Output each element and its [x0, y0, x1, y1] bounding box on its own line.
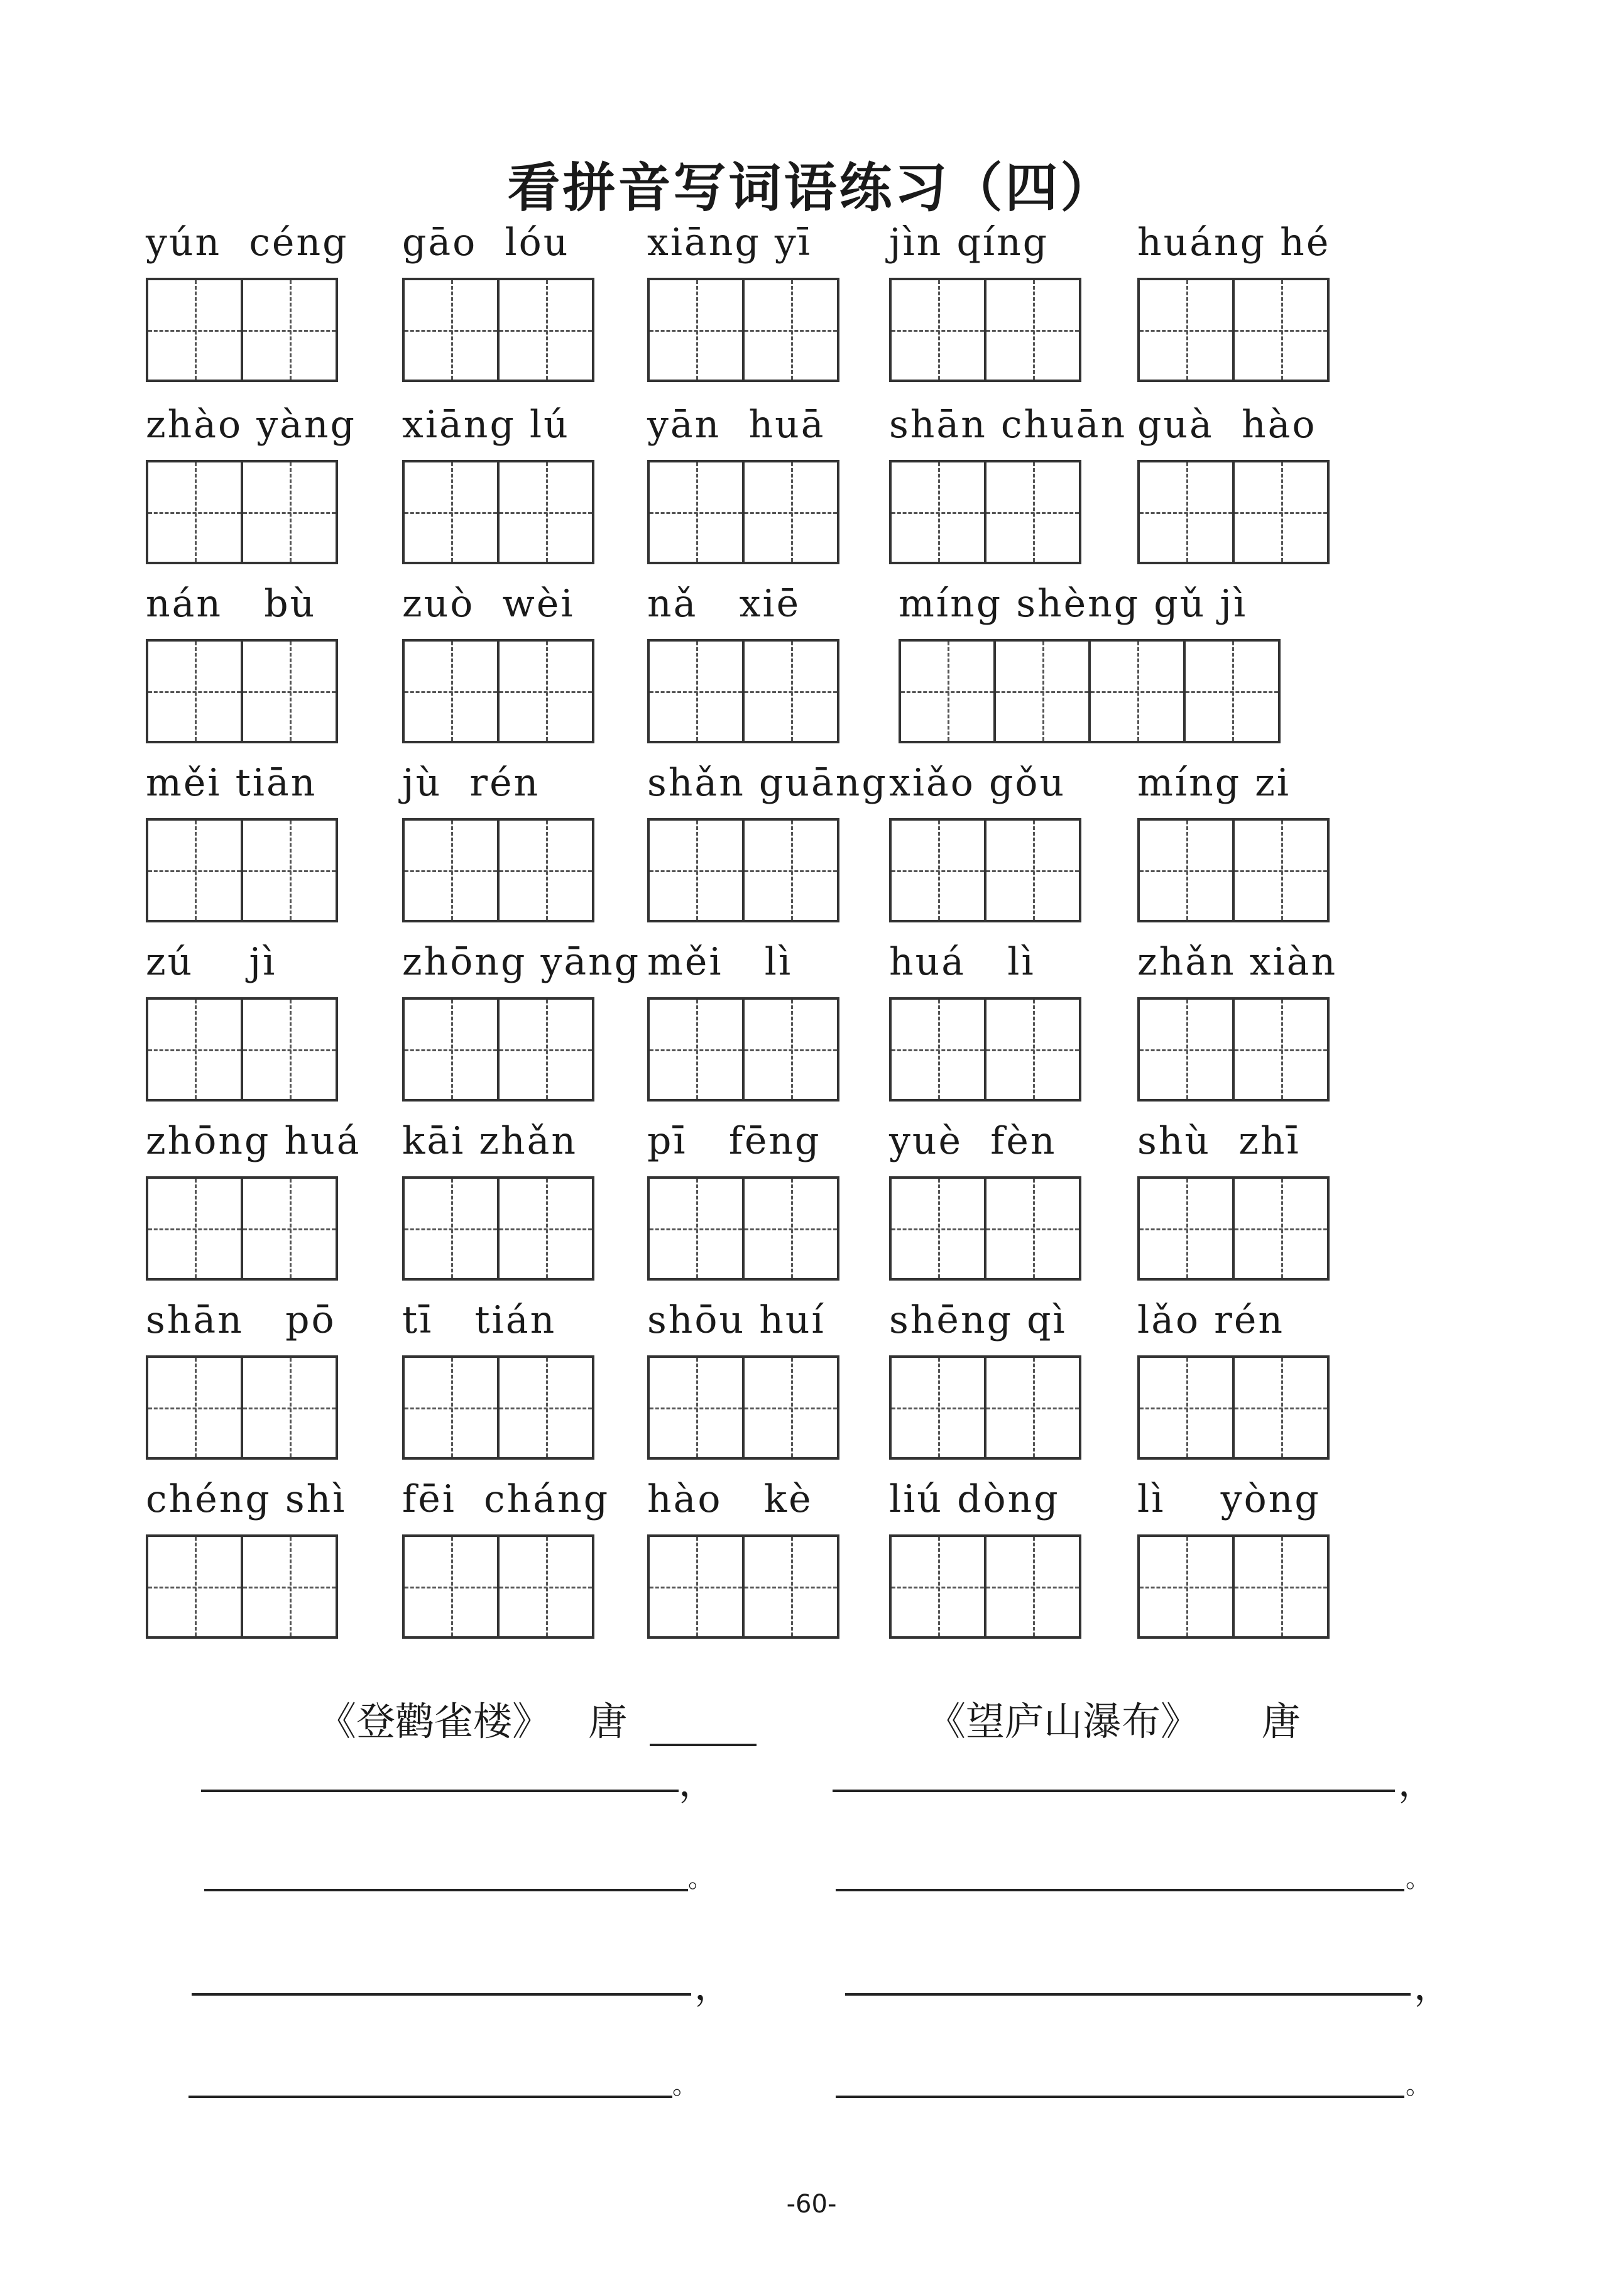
tianzige-boxes: [402, 1355, 592, 1460]
tianzige-cell[interactable]: [889, 1176, 986, 1281]
tianzige-boxes: [146, 997, 336, 1102]
poem-left-author-blank[interactable]: [650, 1712, 757, 1746]
tianzige-boxes: [889, 460, 1079, 564]
tianzige-cell[interactable]: [146, 818, 243, 922]
tianzige-cell[interactable]: [1232, 818, 1330, 922]
tianzige-cell[interactable]: [402, 1176, 500, 1281]
tianzige-cell[interactable]: [241, 1534, 338, 1639]
tianzige-cell[interactable]: [402, 460, 500, 564]
poem-left-line-3[interactable]: [192, 1993, 691, 1996]
poem-right-line-1[interactable]: [833, 1790, 1395, 1792]
pinyin-label: míng zi: [1137, 761, 1291, 805]
page-number: -60-: [786, 2190, 837, 2219]
page-title: 看拼音写词语练习（四）: [507, 156, 1116, 219]
pinyin-label: zhōng yāng: [402, 940, 641, 984]
tianzige-boxes: [647, 818, 837, 922]
tianzige-cell[interactable]: [497, 1176, 594, 1281]
tianzige-cell[interactable]: [647, 1355, 745, 1460]
tianzige-cell[interactable]: [647, 997, 745, 1102]
tianzige-cell[interactable]: [1137, 1355, 1235, 1460]
poem-right-comma-1: ，: [1398, 1761, 1436, 1805]
poem-right-line-4[interactable]: [836, 2096, 1404, 2098]
poem-right-line-2[interactable]: [836, 1889, 1404, 1891]
tianzige-cell[interactable]: [1137, 278, 1235, 382]
tianzige-boxes: [146, 639, 336, 743]
pinyin-label: gāo lóu: [402, 221, 570, 265]
tianzige-cell[interactable]: [1137, 997, 1235, 1102]
pinyin-label: huáng hé: [1137, 221, 1331, 265]
tianzige-cell[interactable]: [497, 1534, 594, 1639]
tianzige-cell[interactable]: [742, 1355, 839, 1460]
pinyin-label: zú jì: [146, 940, 277, 984]
tianzige-cell[interactable]: [984, 278, 1081, 382]
tianzige-cell[interactable]: [1232, 1176, 1330, 1281]
tianzige-boxes: [402, 1176, 592, 1281]
tianzige-boxes: [647, 1534, 837, 1639]
tianzige-cell[interactable]: [647, 1176, 745, 1281]
tianzige-boxes: [146, 818, 336, 922]
tianzige-boxes: [1137, 1176, 1327, 1281]
poem-right-title: 《望庐山瀑布》: [927, 1698, 1200, 1744]
tianzige-boxes: [402, 1534, 592, 1639]
tianzige-boxes: [647, 460, 837, 564]
tianzige-cell[interactable]: [647, 1534, 745, 1639]
pinyin-label: měi tiān: [146, 761, 317, 805]
tianzige-boxes: [402, 278, 592, 382]
tianzige-boxes: [899, 639, 1278, 743]
tianzige-boxes: [889, 1355, 1079, 1460]
pinyin-label: fēi cháng: [402, 1477, 610, 1521]
tianzige-boxes: [647, 1176, 837, 1281]
tianzige-cell[interactable]: [497, 278, 594, 382]
tianzige-boxes: [1137, 818, 1327, 922]
pinyin-label: yún céng: [146, 221, 349, 265]
tianzige-cell[interactable]: [1232, 1534, 1330, 1639]
tianzige-cell[interactable]: [402, 1534, 500, 1639]
tianzige-cell[interactable]: [742, 818, 839, 922]
poem-right-line-3[interactable]: [845, 1993, 1411, 1996]
tianzige-cell[interactable]: [1232, 278, 1330, 382]
pinyin-label: shān chuān: [889, 403, 1127, 447]
tianzige-cell[interactable]: [146, 278, 243, 382]
tianzige-cell[interactable]: [647, 278, 745, 382]
tianzige-cell[interactable]: [889, 460, 986, 564]
tianzige-boxes: [1137, 1534, 1327, 1639]
tianzige-cell[interactable]: [241, 818, 338, 922]
tianzige-boxes: [1137, 278, 1327, 382]
tianzige-boxes: [1137, 460, 1327, 564]
pinyin-label: hào kè: [647, 1477, 813, 1521]
tianzige-cell[interactable]: [241, 997, 338, 1102]
pinyin-label: xiāng lú: [402, 403, 570, 447]
tianzige-cell[interactable]: [402, 639, 500, 743]
tianzige-cell[interactable]: [402, 278, 500, 382]
tianzige-cell[interactable]: [984, 1534, 1081, 1639]
tianzige-cell[interactable]: [984, 818, 1081, 922]
poem-left-title: 《登鹳雀楼》: [317, 1698, 552, 1744]
tianzige-cell[interactable]: [241, 1355, 338, 1460]
poem-left-comma-3: ，: [694, 1965, 732, 2009]
pinyin-label: tī tián: [402, 1298, 557, 1342]
tianzige-cell[interactable]: [742, 1534, 839, 1639]
pinyin-label: nán bù: [146, 582, 317, 626]
tianzige-cell[interactable]: [146, 460, 243, 564]
tianzige-cell[interactable]: [899, 639, 996, 743]
tianzige-cell[interactable]: [1183, 639, 1281, 743]
tianzige-boxes: [402, 639, 592, 743]
tianzige-boxes: [146, 1176, 336, 1281]
tianzige-cell[interactable]: [497, 997, 594, 1102]
tianzige-cell[interactable]: [497, 1355, 594, 1460]
poem-left-dynasty: 唐: [588, 1698, 628, 1744]
tianzige-cell[interactable]: [1232, 997, 1330, 1102]
tianzige-boxes: [647, 278, 837, 382]
poem-left-line-2[interactable]: [204, 1889, 688, 1891]
tianzige-boxes: [647, 639, 837, 743]
tianzige-cell[interactable]: [984, 1355, 1081, 1460]
tianzige-boxes: [146, 460, 336, 564]
tianzige-boxes: [647, 1355, 837, 1460]
tianzige-cell[interactable]: [742, 1176, 839, 1281]
tianzige-cell[interactable]: [984, 1176, 1081, 1281]
pinyin-label: míng shèng gǔ jì: [899, 582, 1248, 626]
tianzige-cell[interactable]: [146, 639, 243, 743]
poem-left-line-4[interactable]: [189, 2096, 672, 2098]
tianzige-boxes: [889, 1534, 1079, 1639]
tianzige-cell[interactable]: [497, 460, 594, 564]
tianzige-cell[interactable]: [402, 1355, 500, 1460]
tianzige-cell[interactable]: [402, 818, 500, 922]
tianzige-cell[interactable]: [1088, 639, 1186, 743]
tianzige-cell[interactable]: [647, 818, 745, 922]
poem-right-dynasty: 唐: [1261, 1698, 1301, 1744]
pinyin-label: zhǎn xiàn: [1137, 940, 1338, 984]
pinyin-label: jìn qíng: [889, 221, 1049, 265]
tianzige-cell[interactable]: [402, 997, 500, 1102]
poem-right-period-4: 。: [1406, 2071, 1431, 2100]
tianzige-cell[interactable]: [241, 460, 338, 564]
tianzige-boxes: [146, 1534, 336, 1639]
tianzige-cell[interactable]: [984, 997, 1081, 1102]
pinyin-label: guà hào: [1137, 403, 1317, 447]
poem-left-header: [317, 1690, 757, 1746]
tianzige-boxes: [1137, 997, 1327, 1102]
tianzige-cell[interactable]: [146, 1355, 243, 1460]
tianzige-cell[interactable]: [1137, 1534, 1235, 1639]
poem-right-header: [927, 1690, 1301, 1746]
tianzige-cell[interactable]: [497, 639, 594, 743]
pinyin-label: shēng qì: [889, 1298, 1067, 1342]
pinyin-label: yuè fèn: [889, 1119, 1057, 1163]
pinyin-label: měi lì: [647, 940, 793, 984]
tianzige-cell[interactable]: [1137, 460, 1235, 564]
pinyin-label: huá lì: [889, 940, 1036, 984]
tianzige-boxes: [402, 818, 592, 922]
pinyin-label: pī fēng: [647, 1119, 821, 1163]
tianzige-boxes: [647, 997, 837, 1102]
poem-right-comma-3: ，: [1414, 1965, 1451, 2009]
tianzige-boxes: [146, 278, 336, 382]
tianzige-cell[interactable]: [742, 278, 839, 382]
poem-left-period-2: 。: [688, 1864, 713, 1893]
poem-left-period-4: 。: [672, 2071, 697, 2100]
pinyin-label: kāi zhǎn: [402, 1119, 578, 1163]
tianzige-cell[interactable]: [241, 639, 338, 743]
pinyin-label: chéng shì: [146, 1477, 347, 1521]
pinyin-label: xiāng yī: [647, 221, 812, 265]
tianzige-cell[interactable]: [742, 639, 839, 743]
tianzige-cell[interactable]: [241, 278, 338, 382]
pinyin-label: shōu huí: [647, 1298, 826, 1342]
pinyin-label: zuò wèi: [402, 582, 575, 626]
tianzige-boxes: [402, 997, 592, 1102]
pinyin-label: xiǎo gǒu: [889, 761, 1066, 805]
tianzige-cell[interactable]: [742, 997, 839, 1102]
tianzige-cell[interactable]: [146, 997, 243, 1102]
tianzige-cell[interactable]: [497, 818, 594, 922]
tianzige-cell[interactable]: [889, 1534, 986, 1639]
tianzige-boxes: [889, 997, 1079, 1102]
tianzige-boxes: [402, 460, 592, 564]
tianzige-cell[interactable]: [146, 1534, 243, 1639]
poem-left-line-1[interactable]: [201, 1790, 679, 1792]
tianzige-cell[interactable]: [889, 278, 986, 382]
tianzige-cell[interactable]: [889, 1355, 986, 1460]
pinyin-label: jù rén: [402, 761, 540, 805]
tianzige-cell[interactable]: [647, 460, 745, 564]
tianzige-boxes: [1137, 1355, 1327, 1460]
pinyin-label: lì yòng: [1137, 1477, 1321, 1521]
tianzige-cell[interactable]: [1232, 1355, 1330, 1460]
poem-right-period-2: 。: [1406, 1864, 1431, 1893]
tianzige-cell[interactable]: [1232, 460, 1330, 564]
tianzige-cell[interactable]: [984, 460, 1081, 564]
tianzige-cell[interactable]: [742, 460, 839, 564]
pinyin-label: nǎ xiē: [647, 582, 801, 626]
tianzige-cell[interactable]: [241, 1176, 338, 1281]
tianzige-boxes: [889, 1176, 1079, 1281]
tianzige-boxes: [146, 1355, 336, 1460]
pinyin-label: lǎo rén: [1137, 1298, 1284, 1342]
tianzige-boxes: [889, 278, 1079, 382]
pinyin-label: liú dòng: [889, 1477, 1060, 1521]
pinyin-label: yān huā: [647, 403, 826, 447]
pinyin-label: zhào yàng: [146, 403, 356, 447]
pinyin-label: shù zhī: [1137, 1119, 1301, 1163]
tianzige-cell[interactable]: [889, 997, 986, 1102]
tianzige-cell[interactable]: [146, 1176, 243, 1281]
tianzige-cell[interactable]: [1137, 818, 1235, 922]
tianzige-cell[interactable]: [889, 818, 986, 922]
poem-left-comma-1: ，: [679, 1761, 716, 1805]
tianzige-boxes: [889, 818, 1079, 922]
pinyin-label: shǎn guāng: [647, 761, 888, 805]
tianzige-cell[interactable]: [993, 639, 1091, 743]
tianzige-cell[interactable]: [647, 639, 745, 743]
tianzige-cell[interactable]: [1137, 1176, 1235, 1281]
pinyin-label: shān pō: [146, 1298, 336, 1342]
pinyin-label: zhōng huá: [146, 1119, 361, 1163]
